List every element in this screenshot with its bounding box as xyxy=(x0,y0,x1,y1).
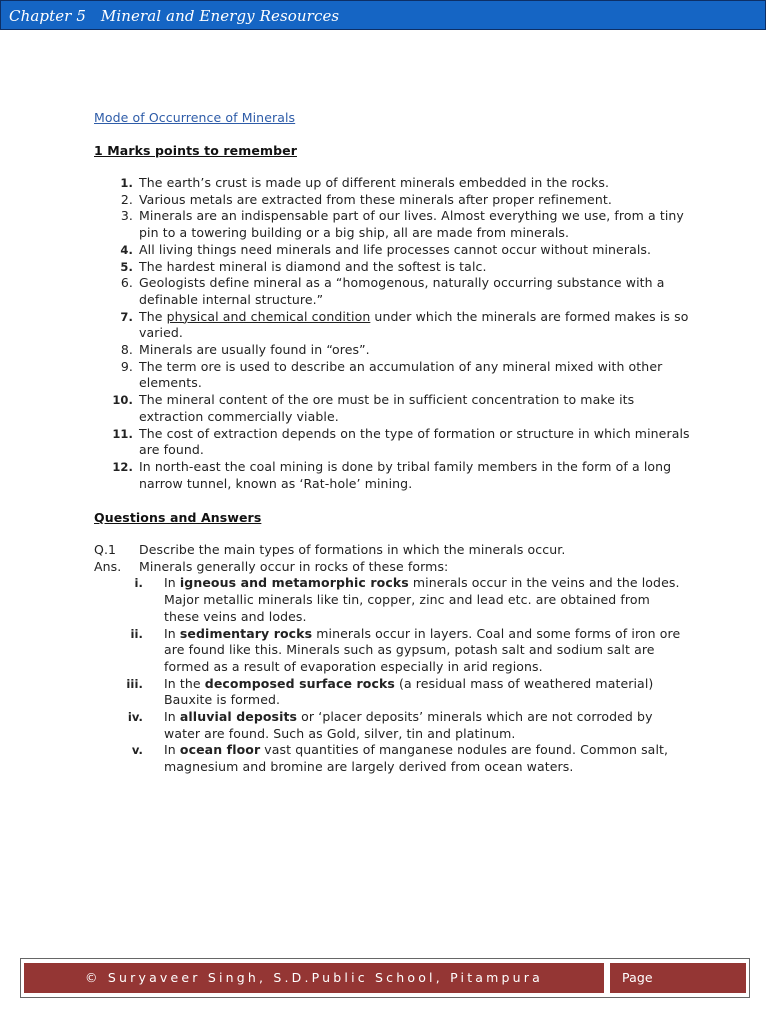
item-text-post: under which the minerals are formed makes is so varied. xyxy=(139,308,689,341)
chapter-header xyxy=(0,0,766,30)
footer-page-label: Page xyxy=(610,963,746,993)
list-item xyxy=(94,192,694,209)
list-item xyxy=(94,259,694,276)
item-text: In north-east the coal mining is done by tribal family members in the form of a long narrow tunnel, known as ‘Rat-hole’ mining. xyxy=(139,458,672,491)
form-number: ii. xyxy=(130,626,143,641)
chapter-title: Mineral and Energy Resources xyxy=(100,7,340,25)
footer-credit: © Suryaveer Singh, S.D.Public School, Pitampura xyxy=(24,963,604,993)
item-number: 5. xyxy=(120,259,133,274)
form-text-post: (a residual mass of weathered material) Bauxite is formed. xyxy=(164,675,654,708)
form-number: iii. xyxy=(126,676,143,691)
form-text xyxy=(164,676,684,709)
item-number: 9. xyxy=(120,358,133,374)
form-item xyxy=(94,709,684,742)
item-text: The earth’s crust is made up of different minerals embedded in the rocks. xyxy=(139,175,610,190)
item-text: Various metals are extracted from these minerals after proper refinement. xyxy=(139,191,612,207)
form-text-pre: In the xyxy=(164,675,205,691)
qa-block xyxy=(94,542,684,776)
item-text: All living things need minerals and life processes cannot occur without minerals. xyxy=(139,241,652,257)
item-number: 12. xyxy=(112,459,133,474)
form-text xyxy=(164,626,684,676)
chapter-number: Chapter 5 xyxy=(9,7,86,25)
list-item xyxy=(94,426,694,459)
form-item xyxy=(94,626,684,676)
item-text: The mineral content of the ore must be in sufficient concentration to make its extraction commercially viable. xyxy=(139,392,635,424)
underlined-phrase: physical and chemical condition xyxy=(166,308,371,324)
item-number: 10. xyxy=(112,393,133,408)
form-term: igneous and metamorphic rocks xyxy=(179,575,409,591)
form-item xyxy=(94,575,684,625)
item-number: 1. xyxy=(120,176,133,190)
form-term: decomposed surface rocks xyxy=(204,675,395,691)
form-text xyxy=(164,709,684,742)
item-text xyxy=(139,309,694,342)
list-item xyxy=(94,392,694,425)
form-item xyxy=(94,676,684,709)
item-number: 6. xyxy=(120,275,133,291)
qa-heading: Questions and Answers xyxy=(94,510,262,525)
list-item xyxy=(94,242,694,259)
item-number: 8. xyxy=(120,342,133,358)
question-label: Q.1 xyxy=(94,542,117,557)
form-term: alluvial deposits xyxy=(179,709,298,725)
form-term: sedimentary rocks xyxy=(179,625,313,641)
item-text: The term ore is used to describe an accumulation of any mineral mixed with other elements. xyxy=(139,358,663,391)
form-text-pre: In xyxy=(164,625,180,641)
form-text xyxy=(164,742,684,775)
item-text: The hardest mineral is diamond and the softest is talc. xyxy=(139,258,487,274)
points-list xyxy=(94,175,694,492)
form-number: v. xyxy=(131,743,143,758)
item-text: The cost of extraction depends on the type of formation or structure in which minerals are found. xyxy=(139,425,690,458)
form-text-post: minerals occur in layers. Coal and some forms of iron ore are found like this. Minerals such as gypsum, potash salt and sodium salt are formed as a result of evaporation especially in arid regions. xyxy=(164,625,681,674)
form-text-pre: In xyxy=(164,742,180,758)
item-number: 4. xyxy=(120,242,133,257)
form-number: i. xyxy=(134,576,143,591)
form-item xyxy=(94,742,684,775)
question-text: Describe the main types of formations in which the minerals occur. xyxy=(139,542,566,557)
list-item xyxy=(94,459,694,492)
list-item xyxy=(94,175,694,192)
list-item xyxy=(94,208,694,241)
item-number: 11. xyxy=(112,426,133,441)
form-text-post: minerals occur in the veins and the lodes. Major metallic minerals like tin, copper, zinc and lead etc. are obtained from these veins and lodes. xyxy=(164,575,680,624)
answer-text: Minerals generally occur in rocks of these forms: xyxy=(139,558,449,574)
answer-label: Ans. xyxy=(94,558,122,574)
item-number: 3. xyxy=(120,208,133,224)
points-heading: 1 Marks points to remember xyxy=(94,143,297,158)
item-number: 7. xyxy=(120,309,133,324)
item-text: Minerals are an indispensable part of our lives. Almost everything we use, from a tiny pin to a towering building or a big ship, all are made from minerals. xyxy=(139,208,684,241)
answer-row xyxy=(94,559,684,576)
list-item xyxy=(94,275,694,308)
question-row xyxy=(94,542,684,559)
list-item xyxy=(94,359,694,392)
form-text-pre: In xyxy=(164,709,180,725)
section-title: Mode of Occurrence of Minerals xyxy=(94,110,296,125)
form-term: ocean floor xyxy=(179,742,261,758)
form-text xyxy=(164,575,684,625)
item-text: Geologists define mineral as a “homogenous, naturally occurring substance with a definable internal structure.” xyxy=(139,275,665,307)
form-number: iv. xyxy=(127,710,143,725)
item-text-pre: The xyxy=(139,308,167,324)
form-text-pre: In xyxy=(164,575,180,591)
list-item xyxy=(94,309,694,342)
item-number: 2. xyxy=(120,191,133,207)
list-item xyxy=(94,342,694,359)
form-text-post: or ‘placer deposits’ minerals which are not corroded by water are found. Such as Gold, silver, tin and platinum. xyxy=(164,709,653,741)
item-text: Minerals are usually found in “ores”. xyxy=(139,342,370,358)
form-text-post: vast quantities of manganese nodules are found. Common salt, magnesium and bromine are largely derived from ocean waters. xyxy=(164,742,669,775)
